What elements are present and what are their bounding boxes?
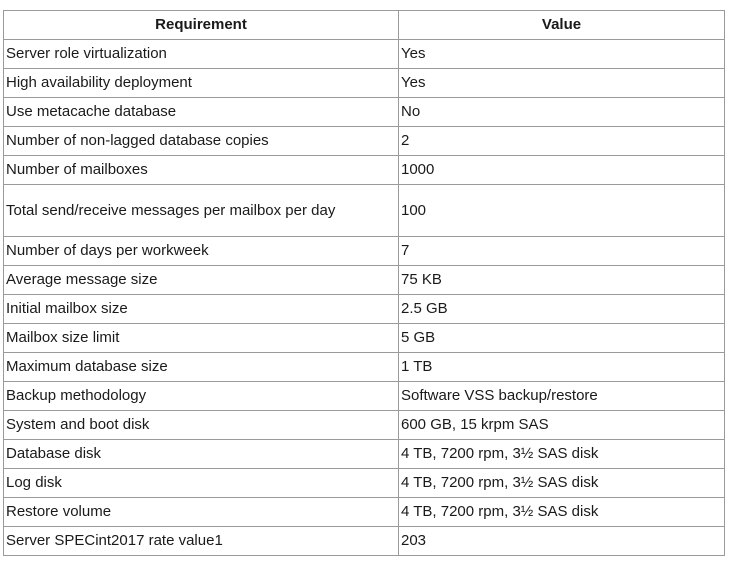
value-cell: 203 xyxy=(399,527,725,556)
value-cell: 4 TB, 7200 rpm, 3½ SAS disk xyxy=(399,498,725,527)
value-cell: 1000 xyxy=(399,156,725,185)
table-row xyxy=(4,69,725,98)
value-cell: 7 xyxy=(399,237,725,266)
value-cell: 5 GB xyxy=(399,324,725,353)
table-row xyxy=(4,295,725,324)
value-cell: No xyxy=(399,98,725,127)
requirement-cell: Mailbox size limit xyxy=(4,324,399,353)
value-cell: 600 GB, 15 krpm SAS xyxy=(399,411,725,440)
value-cell: 4 TB, 7200 rpm, 3½ SAS disk xyxy=(399,440,725,469)
value-cell: 4 TB, 7200 rpm, 3½ SAS disk xyxy=(399,469,725,498)
requirements-table xyxy=(3,10,725,556)
requirement-cell: High availability deployment xyxy=(4,69,399,98)
table-row xyxy=(4,469,725,498)
value-cell: Yes xyxy=(399,69,725,98)
requirement-cell: Server role virtualization xyxy=(4,40,399,69)
requirement-cell: Backup methodology xyxy=(4,382,399,411)
requirement-cell: Number of non-lagged database copies xyxy=(4,127,399,156)
table-row xyxy=(4,266,725,295)
table-row xyxy=(4,324,725,353)
table-row xyxy=(4,156,725,185)
table-row xyxy=(4,440,725,469)
requirement-cell: Log disk xyxy=(4,469,399,498)
header-row xyxy=(4,11,725,40)
table-row xyxy=(4,40,725,69)
table-row xyxy=(4,98,725,127)
value-cell: 1 TB xyxy=(399,353,725,382)
table-row xyxy=(4,237,725,266)
table-row xyxy=(4,527,725,556)
requirement-cell: Number of mailboxes xyxy=(4,156,399,185)
table-row xyxy=(4,127,725,156)
requirement-cell: Maximum database size xyxy=(4,353,399,382)
requirement-cell: Restore volume xyxy=(4,498,399,527)
requirement-cell: Initial mailbox size xyxy=(4,295,399,324)
value-cell: 75 KB xyxy=(399,266,725,295)
requirement-cell: System and boot disk xyxy=(4,411,399,440)
requirement-cell: Use metacache database xyxy=(4,98,399,127)
table-row xyxy=(4,498,725,527)
requirement-cell: Average message size xyxy=(4,266,399,295)
value-cell: Software VSS backup/restore xyxy=(399,382,725,411)
header-value: Value xyxy=(399,11,725,40)
table-row xyxy=(4,185,725,237)
table-row xyxy=(4,382,725,411)
table-row xyxy=(4,411,725,440)
value-cell: 2 xyxy=(399,127,725,156)
value-cell: 2.5 GB xyxy=(399,295,725,324)
requirement-cell: Total send/receive messages per mailbox per day xyxy=(4,185,399,237)
requirement-cell: Server SPECint2017 rate value1 xyxy=(4,527,399,556)
table-row xyxy=(4,353,725,382)
value-cell: Yes xyxy=(399,40,725,69)
value-cell: 100 xyxy=(399,185,725,237)
header-requirement: Requirement xyxy=(4,11,399,40)
requirement-cell: Database disk xyxy=(4,440,399,469)
requirement-cell: Number of days per workweek xyxy=(4,237,399,266)
